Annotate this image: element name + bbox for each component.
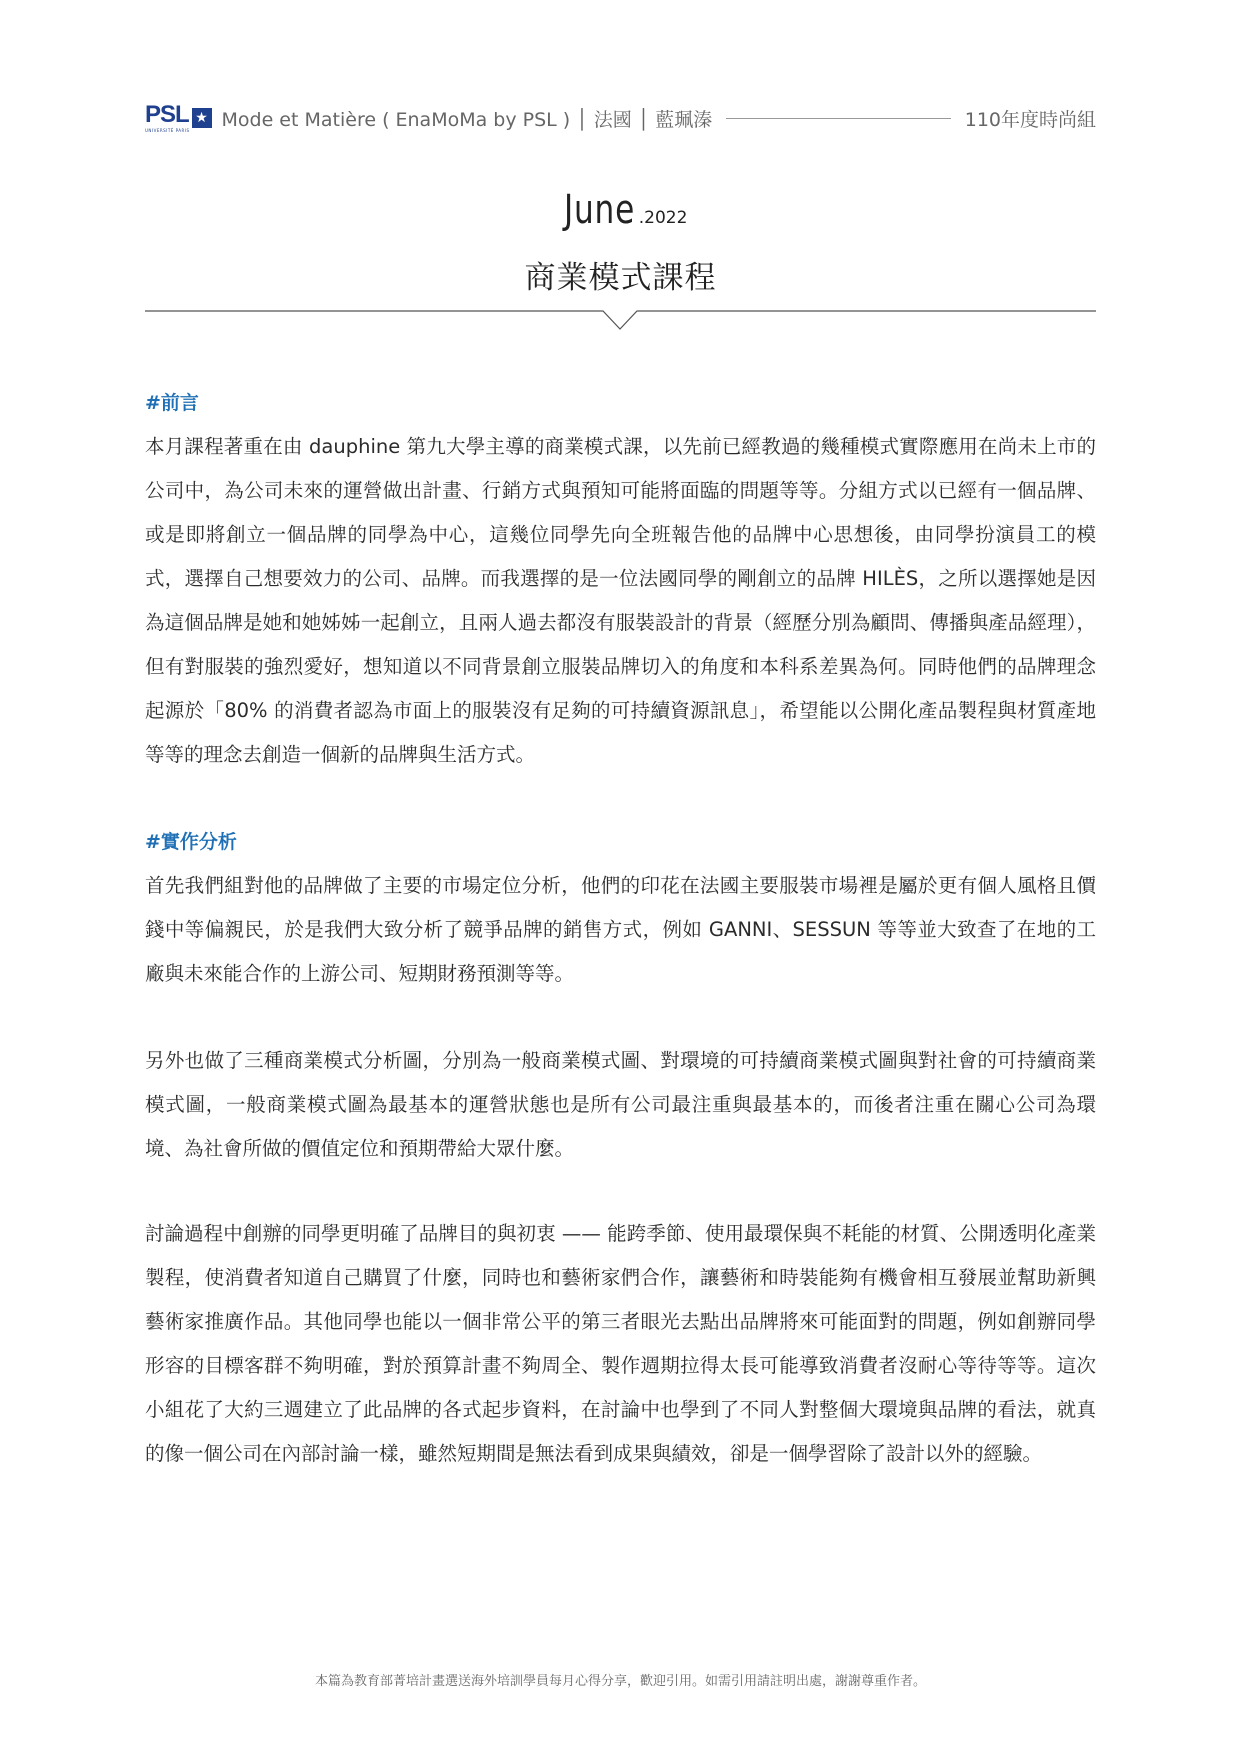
month-label [0, 187, 1241, 233]
header-info: Mode et Matière ( EnaMoMa by PSL ) │ 法國 │ 藍珮溱 [221, 108, 713, 131]
paragraph-analysis-2: 另外也做了三種商業模式分析圖，分別為一般商業模式圖、對環境的可持續商業模式圖與對社會的可持續商業模式圖，一般商業模式圖為最基本的運營狀態也是所有公司最注重與最基本的，而後者注重在關心公司為環境、為社會所做的價值定位和預期帶給大眾什麼。 [145, 1049, 1096, 1160]
star-icon: ★ [192, 108, 212, 128]
section-heading-preface: #前言 [145, 392, 199, 414]
page-footer: 本篇為教育部菁培計畫選送海外培訓學員每月心得分享，歡迎引用。如需引用請註明出處，謝謝尊重作者。 [314, 1674, 926, 1689]
title-divider [145, 308, 1096, 338]
page-title: 商業模式課程 [524, 260, 717, 296]
paragraph-analysis-3: 討論過程中創辦的同學更明確了品牌目的與初衷 —— 能跨季節、使用最環保與不耗能的材質、公開透明化產業製程，使消費者知道自己購買了什麼，同時也和藝術家們合作，讓藝術和時裝能夠有機會相互發展並幫助新興藝術家推廣作品。其他同學也能以一個非常公平的第三者眼光去點出品牌將來可能面對的問題，例如創辦同學形容的目標客群不夠明確，對於預算計畫不夠周全、製作週期拉得太長可能導致消費者沒耐心等待等等。這次小組花了大約三週建立了此品牌的各式起步資料，在討論中也學到了不同人對整個大環境與品牌的看法，就真的像一個公司在內部討論一樣，雖然短期間是無法看到成果與績效，卻是一個學習除了設計以外的經驗。 [145, 1222, 1096, 1465]
section-heading-analysis: #實作分析 [145, 831, 237, 853]
month-year: .2022 [638, 208, 688, 228]
header-rule [726, 118, 950, 119]
program-label: 110年度時尚組 [964, 108, 1096, 131]
month-name: June [563, 187, 635, 233]
page-header [145, 100, 1096, 136]
logo-subtext: UNIVERSITÉ PARIS [145, 128, 190, 133]
psl-logo [145, 103, 212, 133]
paragraph-preface: 本月課程著重在由 dauphine 第九大學主導的商業模式課，以先前已經教過的幾種模式實際應用在尚未上市的公司中，為公司未來的運營做出計畫、行銷方式與預知可能將面臨的問題等等。分組方式以已經有一個品牌、或是即將創立一個品牌的同學為中心，這幾位同學先向全班報告他的品牌中心思想後，由同學扮演員工的模式，選擇自己想要效力的公司、品牌。而我選擇的是一位法國同學的剛創立的品牌 HILÈS，之所以選擇她是因為這個品牌是她和她姊姊一起創立，且兩人過去都沒有服裝設計的背景（經歷分別為顧問、傳播與產品經理），但有對服裝的強烈愛好，想知道以不同背景創立服裝品牌切入的角度和本科系差異為何。同時他們的品牌理念起源於「80% 的消費者認為市面上的服裝沒有足夠的可持續資源訊息」，希望能以公開化產品製程與材質產地等等的理念去創造一個新的品牌與生活方式。 [145, 435, 1096, 766]
logo-text: PSL [145, 101, 189, 128]
paragraph-analysis-1: 首先我們組對他的品牌做了主要的市場定位分析，他們的印花在法國主要服裝市場裡是屬於更有個人風格且價錢中等偏親民，於是我們大致分析了競爭品牌的銷售方式，例如 GANNI、SESSUN 等等並大致查了在地的工廠與未來能合作的上游公司、短期財務預測等等。 [145, 874, 1096, 985]
